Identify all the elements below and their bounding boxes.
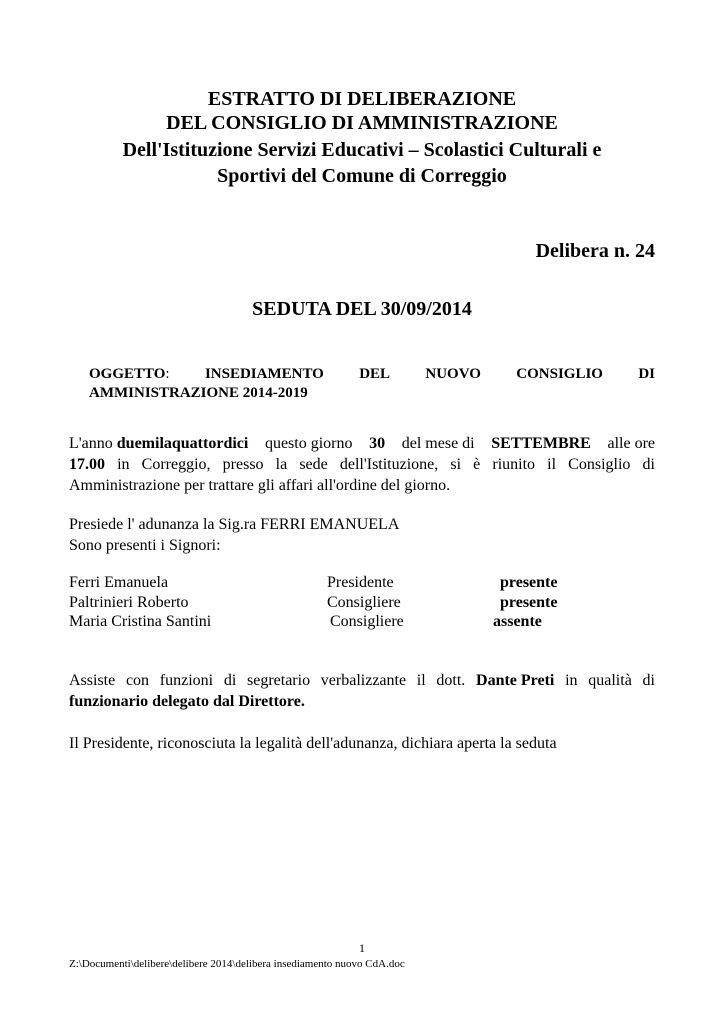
presiede-line: Presiede l' adunanza la Sig.ra FERRI EMANUELA: [69, 516, 400, 533]
text-run: alle ore: [607, 435, 655, 452]
oggetto-word: CONSIGLIO: [516, 366, 603, 382]
text-run: di: [642, 456, 655, 473]
seduta-date: SEDUTA DEL 30/09/2014: [252, 298, 472, 320]
day-text: 30: [369, 435, 386, 452]
oggetto-word: DEL: [359, 366, 391, 382]
paragraph-line: [69, 433, 655, 454]
month-text: SETTEMBRE: [491, 435, 591, 452]
text-run: di: [223, 672, 237, 689]
text-run: questo giorno: [264, 435, 353, 452]
text-run: dell'Istituzione,: [339, 456, 439, 473]
year-text: duemilaquattordici: [116, 435, 249, 452]
text-run: verbalizzante: [320, 672, 407, 689]
text-run: dott.: [436, 672, 466, 689]
text-run: del mese di: [401, 435, 475, 452]
text-run: L'anno: [69, 435, 113, 452]
oggetto-label: OGGETTO: [89, 366, 166, 382]
header-title-line4: Sportivi del Comune di Correggio: [217, 165, 507, 187]
header-title-line3: Dell'Istituzione Servizi Educativi – Scolastici Culturali e: [122, 139, 602, 161]
member-name: Maria Cristina Santini: [69, 613, 212, 630]
paragraph-line: [69, 670, 655, 691]
oggetto-line1: [89, 365, 655, 384]
text-run: in: [117, 456, 130, 473]
delibera-number: Delibera n. 24: [535, 240, 655, 262]
member-name: Paltrinieri Roberto: [69, 594, 189, 611]
text-run: funzioni: [159, 672, 214, 689]
oggetto-colon: :: [165, 366, 170, 382]
text-run: riunito: [492, 456, 536, 473]
text-run: [69, 433, 248, 454]
presenti-line: Sono presenti i Signori:: [69, 537, 221, 554]
oggetto-word: NUOVO: [425, 366, 481, 382]
footer-file-path: Z:\Documenti\delibere\delibere 2014\delibera insediamento nuovo CdA.doc: [69, 958, 405, 970]
paragraph-meeting-details: [69, 433, 655, 496]
oggetto-line2: AMMINISTRAZIONE 2014-2019: [89, 385, 308, 401]
text-run: segretario: [247, 672, 311, 689]
text-run: di: [642, 672, 655, 689]
oggetto-label-group: [89, 365, 170, 384]
text-run: qualità: [588, 672, 632, 689]
oggetto-block: [89, 365, 655, 403]
text-run: il: [547, 456, 557, 473]
text-run: è: [473, 456, 481, 473]
oggetto-word: INSEDIAMENTO: [204, 366, 324, 382]
header-title-line2: DEL CONSIGLIO DI AMMINISTRAZIONE: [166, 112, 558, 134]
member-role: Consigliere: [327, 594, 401, 611]
page-number: 1: [359, 941, 365, 955]
text-run: Correggio,: [141, 456, 211, 473]
text-run: sede: [299, 456, 328, 473]
member-status: assente: [493, 613, 542, 630]
paragraph-line: [69, 454, 655, 475]
paragraph-line: Amministrazione per trattare gli affari all'ordine del giorno.: [69, 477, 451, 494]
text-run: si: [450, 456, 462, 473]
paragraph-opening: Il Presidente, riconosciuta la legalità dell'adunanza, dichiara aperta la seduta: [69, 735, 557, 752]
text-run: in: [565, 672, 578, 689]
time-text: 17.00: [69, 456, 105, 473]
oggetto-word: DI: [638, 366, 655, 382]
text-run: il: [416, 672, 426, 689]
secretary-role: funzionario delegato dal Direttore.: [69, 693, 305, 710]
member-role: Presidente: [327, 574, 394, 591]
member-role: Consigliere: [330, 613, 404, 630]
member-status: presente: [500, 594, 558, 611]
text-run: presso: [222, 456, 264, 473]
secretary-name: Dante Preti: [476, 672, 555, 689]
text-run: Consiglio: [568, 456, 631, 473]
header-title-line1: ESTRATTO DI DELIBERAZIONE: [207, 88, 517, 110]
member-name: Ferri Emanuela: [69, 574, 169, 591]
paragraph-presidency: [69, 514, 655, 556]
text-run: con: [125, 672, 150, 689]
member-status: presente: [500, 574, 558, 591]
text-run: Assiste: [69, 672, 116, 689]
text-run: la: [275, 456, 288, 473]
paragraph-secretary: [69, 670, 655, 712]
